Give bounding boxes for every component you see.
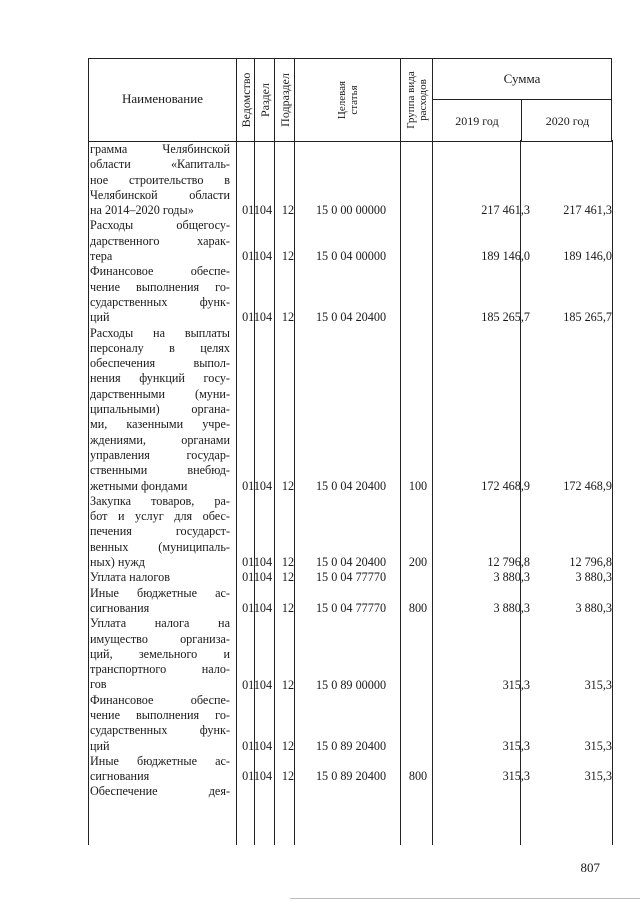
name-line: ций: [90, 310, 110, 325]
cell-2020: 185 265,7: [563, 310, 612, 325]
cell-podrazdel: 12: [281, 677, 295, 692]
name-line: ждениями, органами: [90, 432, 230, 447]
name-line: ципальными) органа-: [90, 402, 230, 417]
name-line: Иные бюджетные ас-: [90, 753, 230, 768]
header-year-2019: 2019 год: [455, 114, 499, 128]
cell-vedomstvo: 011: [242, 738, 260, 753]
cell-2020: 315,3: [584, 677, 612, 692]
name-line: ми, казенными учре-: [90, 417, 230, 432]
header-podrazdel: Подраздел: [277, 73, 292, 127]
cell-vedomstvo: 011: [242, 769, 260, 784]
cell-celevaya: 15 0 00 00000: [315, 203, 387, 218]
table-row: [0, 555, 640, 570]
cell-celevaya: 15 0 04 20400: [315, 555, 387, 570]
header-year-2020: 2020 год: [545, 114, 590, 128]
name-line: сигнования: [90, 600, 150, 615]
name-line: сударственных функ-: [90, 294, 230, 309]
cell-2019: 3 880,3: [493, 570, 530, 585]
name-line: ций, земельного и: [90, 646, 230, 661]
cell-podrazdel: 12: [281, 249, 295, 264]
cell-razdel: 04: [259, 249, 273, 264]
name-line: чение выполнения го-: [90, 279, 230, 294]
header-gruppa-cell: [400, 59, 432, 141]
cell-2020: 3 880,3: [575, 570, 612, 585]
name-line: жетными фондами: [90, 478, 188, 493]
name-line: нения функций госу-: [90, 371, 230, 386]
name-line: ное строительство в: [90, 172, 230, 187]
cell-2020: 12 796,8: [569, 555, 612, 570]
table-row: [0, 310, 640, 325]
cell-celevaya: 15 0 89 20400: [315, 769, 387, 784]
cell-vedomstvo: 011: [242, 570, 260, 585]
name-line: на 2014–2020 годы»: [90, 203, 194, 218]
cell-celevaya: 15 0 89 00000: [315, 677, 387, 692]
cell-vedomstvo: 011: [242, 310, 260, 325]
name-line: грамма Челябинской: [90, 142, 230, 156]
name-line: ций: [90, 738, 110, 753]
header-gruppa-line-2: расходов: [416, 79, 429, 121]
name-line: управления государ-: [90, 447, 230, 462]
name-line: дарственными (муни-: [90, 386, 230, 401]
cell-vedomstvo: 011: [242, 601, 260, 615]
name-line: ных) нужд: [90, 555, 145, 570]
cell-2020: 315,3: [584, 769, 612, 784]
name-line: Уплата налога на: [90, 616, 230, 631]
table-row: [0, 249, 640, 264]
cell-2019: 217 461,3: [481, 203, 530, 218]
cell-celevaya: 15 0 04 20400: [315, 310, 387, 325]
cell-razdel: 04: [259, 738, 273, 753]
name-line: имущество организа-: [90, 631, 230, 646]
cell-gruppa: 200: [408, 555, 428, 570]
header-gruppa: [405, 71, 429, 129]
cell-razdel: 04: [259, 555, 273, 570]
cell-podrazdel: 12: [281, 738, 295, 753]
name-line: Уплата налогов: [90, 570, 170, 585]
cell-2019: 12 796,8: [487, 555, 530, 570]
header-razdel-cell: [254, 59, 274, 141]
header-name: Наименование: [122, 91, 203, 106]
header-summa: Сумма: [503, 71, 541, 86]
name-line: Закупка товаров, ра-: [90, 493, 230, 508]
cell-celevaya: 15 0 04 00000: [315, 249, 387, 264]
cell-gruppa: 800: [408, 601, 428, 615]
name-line: тера: [90, 249, 113, 264]
cell-celevaya: 15 0 04 77770: [315, 601, 387, 615]
header-podrazdel-cell: [274, 59, 294, 141]
cell-vedomstvo: 011: [242, 478, 260, 493]
cell-2019: 189 146,0: [481, 249, 530, 264]
page-number: 807: [580, 860, 600, 875]
cell-podrazdel: 12: [281, 570, 295, 585]
cell-2019: 185 265,7: [481, 310, 530, 325]
header-year-2019-cell: [433, 99, 521, 141]
cell-celevaya: 15 0 04 20400: [315, 478, 387, 493]
cell-razdel: 04: [259, 677, 273, 692]
name-line: венных (муниципаль-: [90, 539, 230, 554]
cell-razdel: 04: [259, 310, 273, 325]
name-line: Челябинской области: [90, 187, 230, 202]
cell-razdel: 04: [259, 203, 273, 218]
header-summa-cell: [432, 59, 612, 141]
name-line: персоналу в целях: [90, 340, 230, 355]
cell-2020: 315,3: [584, 738, 612, 753]
table-row: [0, 479, 640, 494]
cell-2019: 315,3: [502, 677, 530, 692]
cell-2019: 315,3: [502, 738, 530, 753]
cell-2020: 217 461,3: [563, 203, 612, 218]
header-celevaya-line-2: статья: [347, 85, 360, 115]
cell-vedomstvo: 011: [242, 677, 260, 692]
name-line: сигнования: [90, 769, 150, 784]
cell-podrazdel: 12: [281, 555, 295, 570]
name-line: сударственных функ-: [90, 723, 230, 738]
cell-vedomstvo: 011: [242, 249, 260, 264]
cell-razdel: 04: [259, 769, 273, 784]
name-line: Финансовое обеспе-: [90, 692, 230, 707]
header-vedomstvo: Ведомство: [238, 72, 253, 128]
name-line: Расходы общегосу-: [90, 218, 230, 233]
header-name-cell: [88, 59, 236, 141]
name-line: обеспечения выпол-: [90, 356, 230, 371]
name-line: Расходы на выплаты: [90, 325, 230, 340]
header-razdel: Раздел: [257, 83, 272, 117]
header-vedomstvo-cell: [236, 59, 254, 141]
name-line: Финансовое обеспе-: [90, 264, 230, 279]
cell-razdel: 04: [259, 601, 273, 615]
header-year-2020-cell: [521, 99, 613, 141]
cell-celevaya: 15 0 04 77770: [315, 570, 387, 585]
name-line: чение выполнения го-: [90, 707, 230, 722]
cell-razdel: 04: [259, 570, 273, 585]
table-row: [0, 739, 640, 754]
cell-vedomstvo: 011: [242, 555, 260, 570]
table-row: [0, 678, 640, 693]
cell-gruppa: 100: [408, 478, 428, 493]
cell-2019: 172 468,9: [481, 478, 530, 493]
cell-2019: 3 880,3: [493, 601, 530, 615]
table-row: [0, 601, 640, 616]
header-celevaya-line-1: Целевая: [335, 80, 348, 120]
cell-podrazdel: 12: [281, 769, 295, 784]
cell-2020: 172 468,9: [563, 478, 612, 493]
table-row: [0, 769, 640, 784]
table-row: [0, 570, 640, 585]
cell-2019: 315,3: [502, 769, 530, 784]
cell-2020: 3 880,3: [575, 601, 612, 615]
cell-podrazdel: 12: [281, 203, 295, 218]
name-column: [90, 142, 230, 800]
cell-podrazdel: 12: [281, 310, 295, 325]
name-line: гов: [90, 677, 107, 692]
name-line: бот и услуг для обес-: [90, 509, 230, 524]
cell-2020: 189 146,0: [563, 249, 612, 264]
table-row: [0, 203, 640, 218]
footer-rule: [290, 898, 640, 899]
header-gruppa-line-1: Группа вида: [404, 71, 417, 129]
cell-celevaya: 15 0 89 20400: [315, 738, 387, 753]
cell-vedomstvo: 011: [242, 203, 260, 218]
cell-gruppa: 800: [408, 769, 428, 784]
cell-podrazdel: 12: [281, 601, 295, 615]
name-line: области «Капиталь-: [90, 157, 230, 172]
table-header: [88, 58, 612, 142]
cell-razdel: 04: [259, 478, 273, 493]
name-line: ственными внебюд-: [90, 463, 230, 478]
name-line: Обеспечение дея-: [90, 784, 230, 799]
cell-podrazdel: 12: [281, 478, 295, 493]
name-line: Иные бюджетные ас-: [90, 585, 230, 600]
name-line: транспортного нало-: [90, 662, 230, 677]
name-line: печения государст-: [90, 524, 230, 539]
header-celevaya: [336, 81, 360, 119]
name-line: дарственного харак-: [90, 233, 230, 248]
header-celevaya-cell: [294, 59, 400, 141]
